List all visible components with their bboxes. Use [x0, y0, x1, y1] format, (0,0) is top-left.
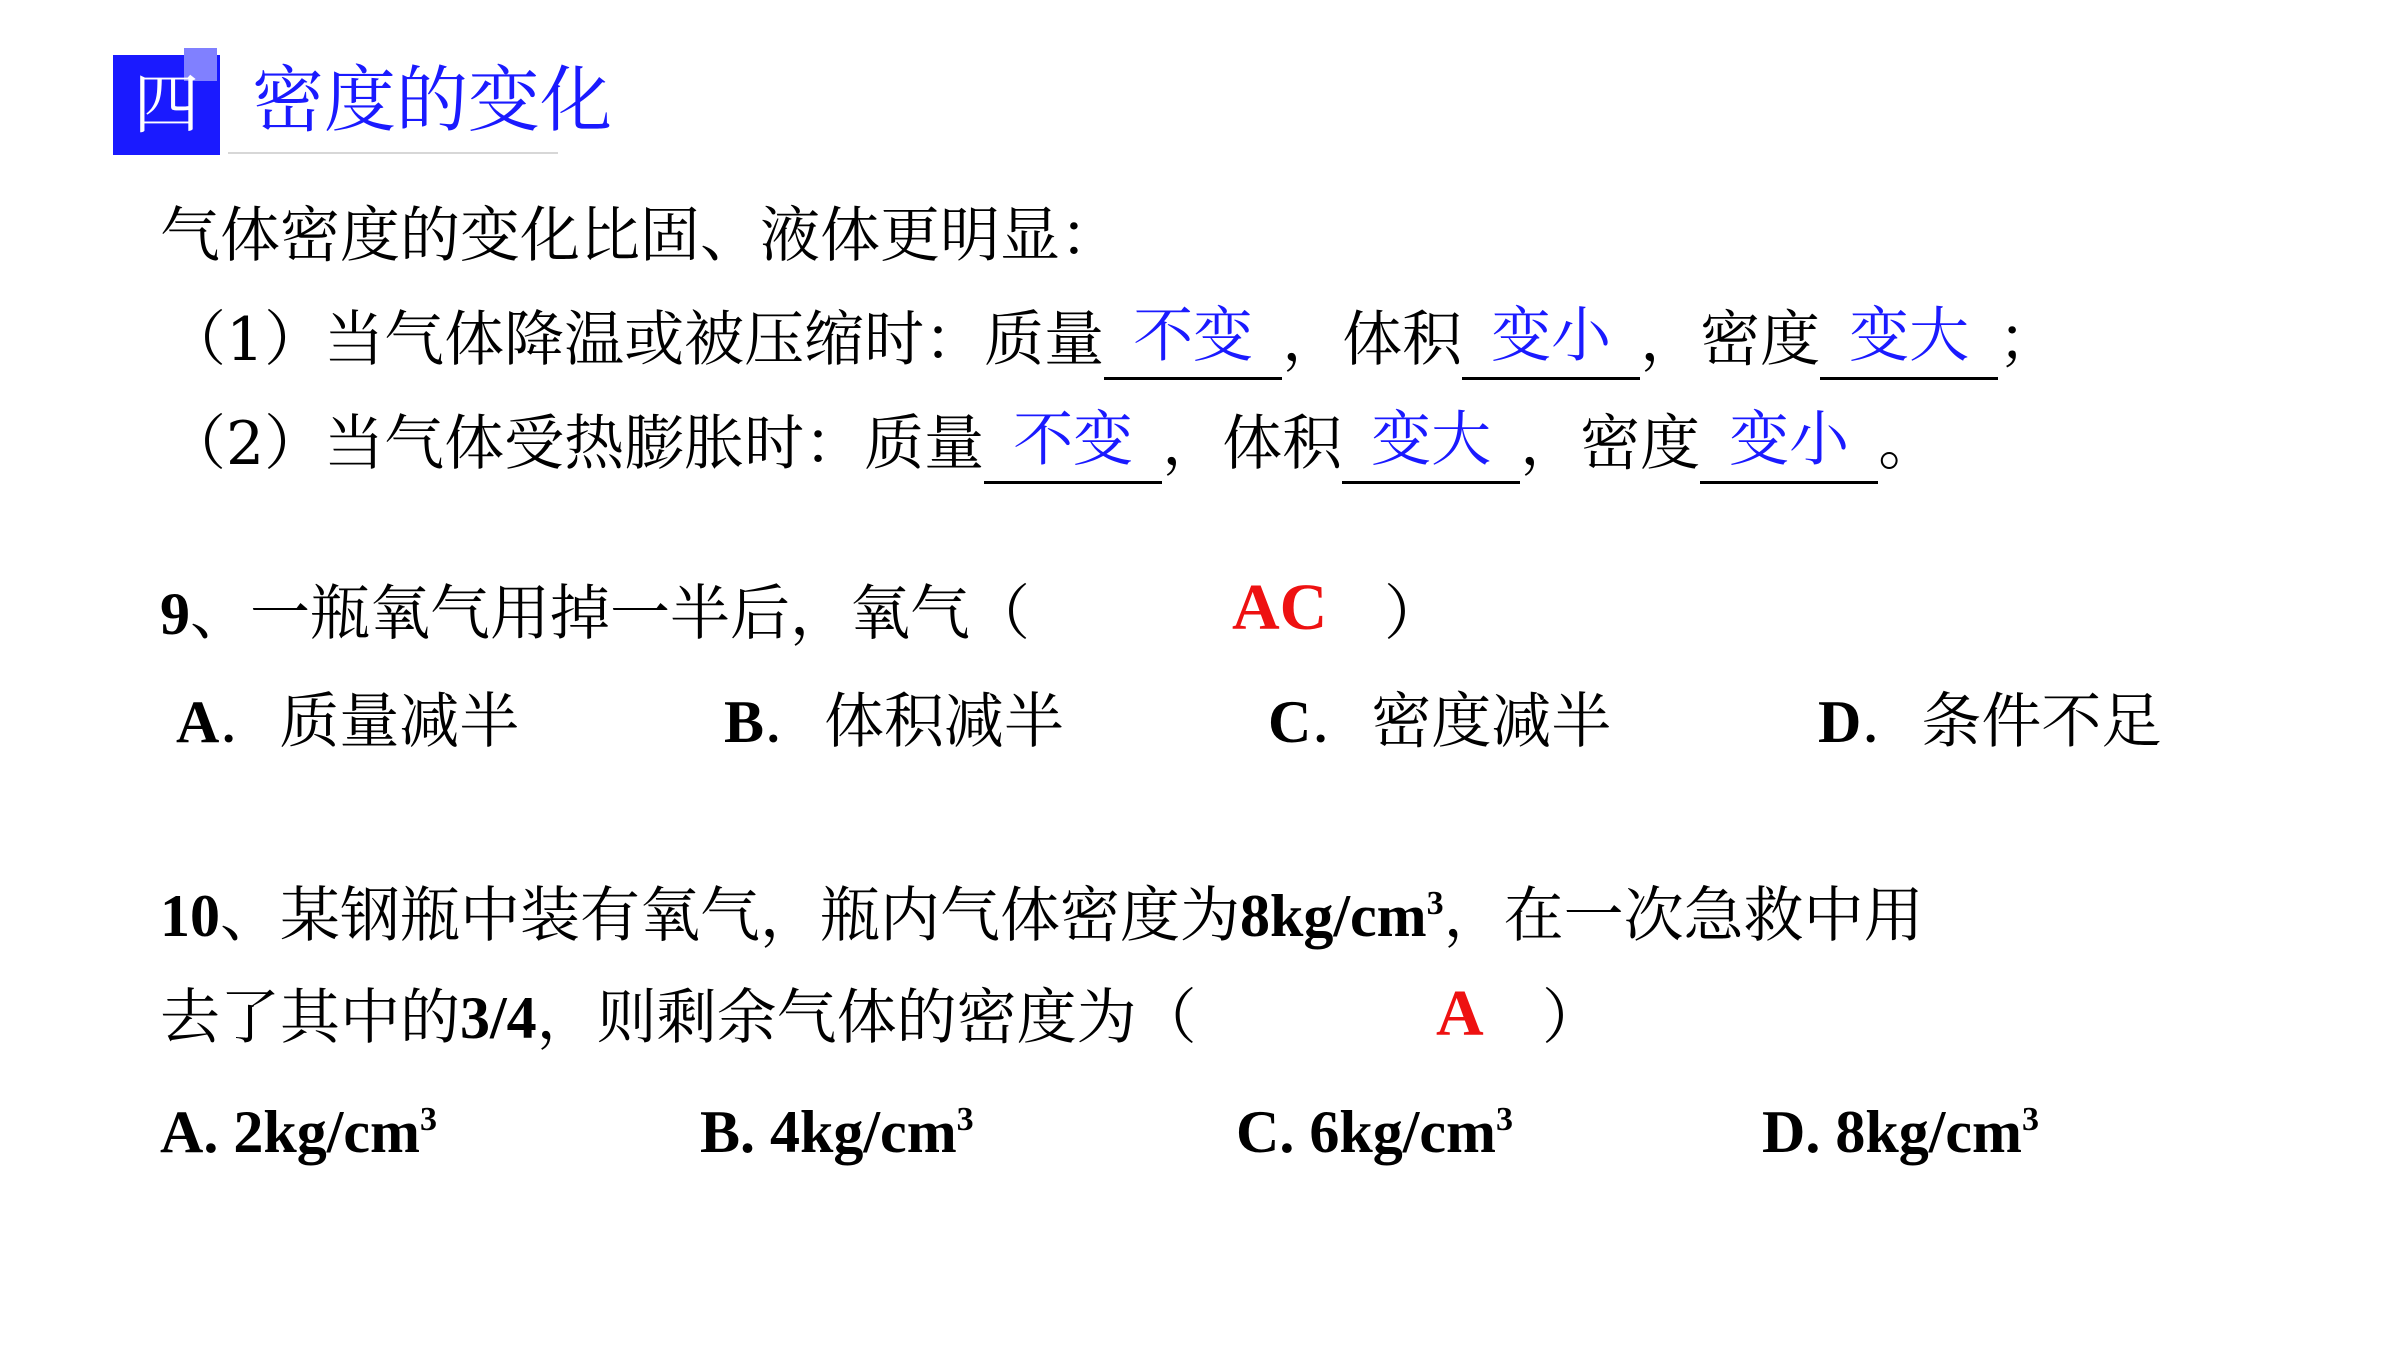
case2-density-blank — [1700, 405, 1878, 484]
case1-sep2: ，密度 — [1640, 305, 1821, 375]
q10-stem-a: 、某钢瓶中装有氧气，瓶内气体密度为 — [220, 881, 1240, 951]
q10-option-c-sup: 3 — [1495, 1101, 1513, 1138]
q9-option-d-text: ．条件不足 — [1861, 687, 2162, 757]
q9-stem — [160, 574, 1030, 654]
title-underline — [228, 152, 558, 154]
q10-option-c-text: C. 6kg/cm — [1236, 1099, 1496, 1165]
case1-sep1: ，体积 — [1282, 305, 1463, 375]
q9-option-c-letter: C — [1268, 689, 1312, 755]
q9-option-b — [724, 682, 1064, 762]
case1-volume-answer: 变小 — [1491, 301, 1612, 371]
case2-mass-blank — [984, 405, 1162, 484]
q10-stem-line2 — [160, 978, 1197, 1058]
q10-stem-c: 去了其中的 — [160, 983, 460, 1053]
q10-stem-line1 — [160, 876, 1924, 956]
q9-option-d-letter: D — [1818, 689, 1862, 755]
q10-answer: A — [1436, 977, 1484, 1050]
case1-prefix: （1）当气体降温或被压缩时：质量 — [166, 305, 1105, 375]
case2-sep2: ，密度 — [1520, 409, 1701, 479]
q9-answer: AC — [1232, 571, 1328, 644]
case2-volume-answer: 变大 — [1371, 405, 1492, 475]
q9-option-a-letter: A — [176, 689, 220, 755]
q10-option-b — [700, 1092, 974, 1172]
q10-density-value: 8kg/cm — [1240, 883, 1427, 949]
page-title: 密度的变化 — [252, 58, 613, 142]
q10-option-d-sup: 3 — [2021, 1101, 2039, 1138]
q9-option-c — [1268, 682, 1611, 762]
case1-volume-blank — [1462, 301, 1640, 380]
q10-close-paren: ） — [1542, 983, 1602, 1053]
q10-option-b-sup: 3 — [956, 1101, 974, 1138]
q10-option-b-text: B. 4kg/cm — [700, 1099, 957, 1165]
case1-mass-answer: 不变 — [1133, 301, 1254, 371]
case2-density-answer: 变小 — [1729, 405, 1850, 475]
case2-prefix: （2）当气体受热膨胀时：质量 — [166, 409, 985, 479]
case2-mass-answer: 不变 — [1013, 405, 1134, 475]
section-number: 四 — [133, 66, 200, 143]
q10-fraction: 3/4 — [460, 985, 537, 1051]
q10-option-a-text: A. 2kg/cm — [160, 1099, 420, 1165]
q10-option-a — [160, 1092, 437, 1172]
intro-text: 气体密度的变化比固、液体更明显： — [160, 201, 1120, 271]
q10-density-sup: 3 — [1426, 885, 1444, 922]
q10-option-a-sup: 3 — [419, 1101, 437, 1138]
case2-end: 。 — [1878, 409, 1939, 479]
case2-line — [166, 404, 1938, 484]
q9-option-d — [1818, 682, 2161, 762]
q10-option-d-text: D. 8kg/cm — [1762, 1099, 2022, 1165]
q9-close-paren: ） — [1384, 579, 1444, 649]
case1-line — [166, 300, 2058, 380]
case2-volume-blank — [1342, 405, 1520, 484]
q10-option-c — [1236, 1092, 1513, 1172]
q9-option-b-letter: B — [724, 689, 765, 755]
q9-stem-text: 、一瓶氧气用掉一半后，氧气（ — [190, 579, 1030, 649]
q10-stem-d: ，则剩余气体的密度为（ — [536, 983, 1197, 1053]
q9-option-a-text: ．质量减半 — [219, 687, 520, 757]
case2-sep1: ，体积 — [1162, 409, 1343, 479]
q9-option-c-text: ．密度减半 — [1311, 687, 1612, 757]
q9-option-a — [176, 682, 519, 762]
case1-density-blank — [1820, 301, 1998, 380]
case1-mass-blank — [1104, 301, 1282, 380]
q9-option-b-text: ．体积减半 — [764, 687, 1065, 757]
q10-stem-b: ，在一次急救中用 — [1443, 881, 1924, 951]
q9-number: 9 — [160, 581, 190, 647]
q10-option-d — [1762, 1092, 2039, 1172]
case1-density-answer: 变大 — [1849, 301, 1970, 371]
q10-number: 10 — [160, 883, 220, 949]
case1-end: ； — [1998, 305, 2059, 375]
